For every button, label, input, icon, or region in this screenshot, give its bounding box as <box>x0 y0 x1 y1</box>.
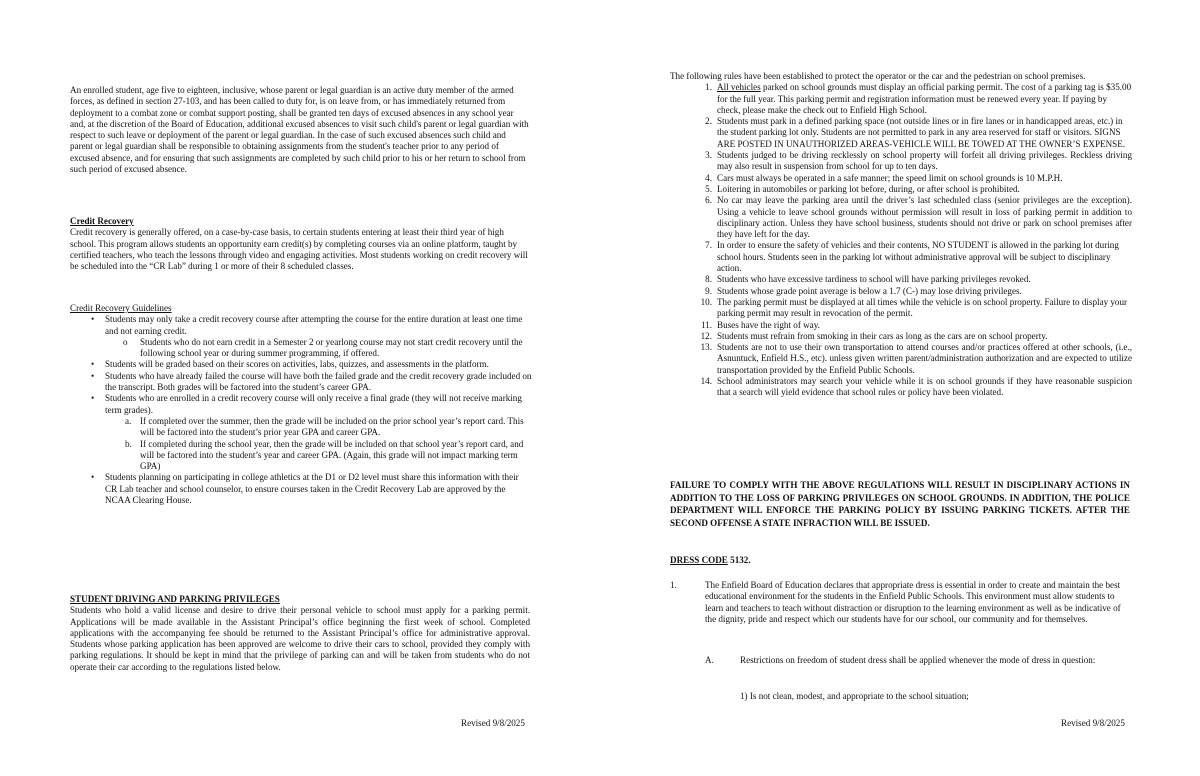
dress-subitem-marker: A. <box>705 655 714 665</box>
credit-recovery-guidelines <box>70 303 532 506</box>
rule-item <box>670 82 1132 116</box>
rule-item <box>670 116 1132 150</box>
rule-item <box>670 320 1132 331</box>
rule-item <box>670 274 1132 285</box>
guideline-subitem: b. If completed during the school year, then the grade will be included on that school year’s report card, and will be factored into the student’s year and career GPA. (Again, this grade will not impact marking term GPA) <box>125 438 524 472</box>
rule-number: 2. <box>705 116 712 127</box>
rule-item <box>670 150 1132 173</box>
credit-recovery-heading: Credit Recovery <box>70 216 134 226</box>
rule-text: parked on school grounds must display an official parking permit. The cost of a parking tag is $35.00 for the full year. This parking permit and registration information must be renewed every year. If paying by check, please make the check out to Enfield High School. <box>717 82 1132 115</box>
rule-number: 4. <box>705 172 712 183</box>
parking-section <box>70 594 530 673</box>
dress-code-item-A <box>705 655 1130 666</box>
rule-number: 9. <box>705 285 712 296</box>
credit-recovery-section <box>70 216 530 272</box>
rule-number: 8. <box>705 274 712 285</box>
rule-item <box>670 331 1132 342</box>
military-absence-paragraph: An enrolled student, age five to eighteen, inclusive, whose parent or legal guardian is an active duty member of the armed forces, as defined in section 27-103, and has been called to duty for, is on leave from, or has immediately returned from deployment to a combat zone or combat support posting, shall be granted ten days of excused absences in any school year and, at the discretion of the Board of Education, additional excused absences to visit such child's parent or legal guardian with respect to such leave or deployment of the parent or legal guardian. In the case of such excused absences such child and parent or legal guardian shall be responsible to obtaining assignments from the student's teacher prior to any period of excused absence, and for ensuring that such assignments are completed by such child prior to his or her return to school from such period of excused absence. <box>70 85 529 175</box>
dress-code-number: 5132. <box>727 555 751 565</box>
rule-text: Students whose grade point average is below a 1.7 (C-) may lose driving privileges. <box>717 285 1022 296</box>
rule-text: Students who have excessive tardiness to school will have parking privileges revoked. <box>717 274 1031 285</box>
dress-item-text: The Enfield Board of Education declares that appropriate dress is essential in order to create and maintain the best educational environment for the students in the Enfield Public Schools. This environment must allow students to learn and teachers to teach without distraction or disruption to the learning environment as well as be indicative of the dignity, pride and respect which our students have for our school, our community and for themselves. <box>705 580 1121 624</box>
rule-item <box>670 376 1132 399</box>
rule-item <box>670 173 1132 184</box>
left-footer: Revised 9/8/2025 <box>461 718 525 728</box>
rules-list <box>670 82 1132 398</box>
rule-item <box>670 286 1132 297</box>
rule-text: Students must park in a defined parking space (not outside lines or in fire lanes or in handicapped areas, etc.) in the student parking lot only. Students are not permitted to park in any area reserved for staff or visitors. SIGNS ARE POSTED IN UNAUTHORIZED AREAS-VEHICLE WILL BE TOWED AT THE OWNER’S EXPENSE. <box>717 116 1126 149</box>
rule-number: 14. <box>700 376 712 387</box>
rule-text: Buses have the right of way. <box>717 319 820 330</box>
rule-text: Cars must always be operated in a safe manner; the speed limit on school grounds is 10 M.P.H. <box>717 172 1063 183</box>
guideline-item: • Students who have already failed the course will have both the failed grade and the credit recovery grade included on the transcript. Both grades will be factored into the student’s career GPA. <box>70 371 532 394</box>
guideline-item: • Students will be graded based on their scores on activities, labs, quizzes, and assessments in the platform. <box>70 359 532 370</box>
dress-item-marker: 1. <box>670 580 677 590</box>
rule-text: Students judged to be driving recklessly on school property will forfeit all driving privileges. Reckless driving may also result in suspension from school for up to ten days. <box>717 150 1132 172</box>
rule-number: 1. <box>705 82 712 93</box>
rule-text: Students are not to use their own transportation to attend courses and/or practices offered at other schools, (i.e., Asnuntuck, Enfield H.S., etc). unless given written parent/administration authorization and are expected to utilize transportation provided by the Enfield Public Schools. <box>717 342 1132 375</box>
rule-text: School administrators may search your vehicle while it is on school grounds if they have reasonable suspicion that a search will yield evidence that school rules or policy have been violated. <box>717 376 1132 398</box>
guideline-subitem: a. If completed over the summer, then the grade will be included on the prior school year’s report card. This will be factored into the student’s prior year GPA and career GPA. <box>125 415 524 438</box>
circle-bullet-marker: o <box>123 336 128 347</box>
rule-number: 6. <box>705 195 712 206</box>
rule-text: In order to ensure the safety of vehicles and their contents, NO STUDENT is allowed in the parking lot during school hours. Students seen in the parking lot without administrative approval will be subject to disciplinary action. <box>717 240 1119 274</box>
right-footer: Revised 9/8/2025 <box>1061 718 1125 728</box>
rule-item <box>670 184 1132 195</box>
guideline-item: • Students who are enrolled in a credit recovery course will only receive a final grade (they will not receive marking term grades). <box>70 393 532 416</box>
rule-number: 10. <box>700 296 712 307</box>
rule-number: 12. <box>700 330 712 341</box>
credit-recovery-text: Credit recovery is generally offered, on a case-by-case basis, to certain students entering at least their third year of high school. This program allows students an opportunity earn credit(s) by completing courses via an online platform, taught by certified teachers, who teach the lessons through video and engaging activities. Most students working on credit recovery will be scheduled into the “CR Lab” during 1 or more of their 8 scheduled classes. <box>70 227 528 272</box>
guideline-subitem: o Students who do not earn credit in a Semester 2 or yearlong course may not start credit recovery until the following school year or during summer programming, if offered. <box>123 336 523 359</box>
rule-item <box>670 342 1132 376</box>
rule-item <box>670 297 1132 320</box>
parking-heading: STUDENT DRIVING AND PARKING PRIVILEGES <box>70 594 280 604</box>
rule-number: 13. <box>700 342 712 353</box>
rules-intro: The following rules have been established to protect the operator or the car and the pedestrian on school premises. <box>670 71 1086 81</box>
rule-number: 5. <box>705 183 712 194</box>
guidelines-list <box>70 314 532 506</box>
dress-subitem-text: Restrictions on freedom of student dress shall be applied whenever the mode of dress in question: <box>740 655 1096 665</box>
rule-text: No car may leave the parking area until the driver’s last scheduled class (senior privileges are the exception). Using a vehicle to leave school grounds without permission will result in loss of parking permit in addition to disciplinary action. Unless they have school business, students should not drive or park on school premises after they have left for the day. <box>717 195 1132 240</box>
dress-code-item-A1: 1) Is not clean, modest, and appropriate to the school situation; <box>740 691 969 701</box>
right-page <box>600 0 1200 776</box>
rule-number: 3. <box>705 150 712 161</box>
dress-code-heading-line <box>670 555 1130 566</box>
dress-code-item-1 <box>670 580 1130 625</box>
rule-text: Loitering in automobiles or parking lot before, during, or after school is prohibited. <box>717 183 1020 194</box>
dress-code-heading: DRESS CODE <box>670 555 728 565</box>
parking-text: Students who hold a valid license and desire to drive their personal vehicle to school must apply for a parking permit. Applications will be made available in the Assistant Principal’s office beginning the first week of school. Completed applications with the accompanying fee should be returned to the Assistant Principal’s office for administrative approval. Students whose parking application has been approved are welcome to drive their cars to school, provided they comply with parking regulations. It should be kept in mind that the privilege of parking can and will be taken from students who do not operate their car according to the regulations listed below. <box>70 605 530 672</box>
rule-number: 7. <box>705 240 712 251</box>
guidelines-heading: Credit Recovery Guidelines <box>70 303 172 313</box>
rule-number: 11. <box>700 319 712 330</box>
parking-rules-section <box>670 71 1132 399</box>
warning-paragraph: FAILURE TO COMPLY WITH THE ABOVE REGULATIONS WILL RESULT IN DISCIPLINARY ACTIONS IN ADDITION TO THE LOSS OF PARKING PRIVILEGES ON SCHOOL GROUNDS. IN ADDITION, THE POLICE DEPARTMENT WILL ENFORCE THE PARKING POLICY BY ISSUING PARKING TICKETS. AFTER THE SECOND OFFENSE A STATE INFRACTION WILL BE ISSUED. <box>670 480 1130 528</box>
rule-item <box>670 195 1132 240</box>
rule-text: Students must refrain from smoking in their cars as long as the cars are on school property. <box>717 330 1048 341</box>
guideline-item: • Students may only take a credit recovery course after attempting the course for the entire duration at least one time and not earning credit. <box>70 314 532 337</box>
rule-text: The parking permit must be displayed at all times while the vehicle is on school property. Failure to display your parking permit may result in revocation of the permit. <box>717 296 1128 319</box>
rule-lead: All vehicles <box>717 82 761 93</box>
rule-item <box>670 240 1132 274</box>
guideline-item: • Students planning on participating in college athletics at the D1 or D2 level must share this information with their CR Lab teacher and school counselor, to ensure courses taken in the Credit Recovery Lab are approved by the NCAA Clearing House. <box>70 472 532 506</box>
